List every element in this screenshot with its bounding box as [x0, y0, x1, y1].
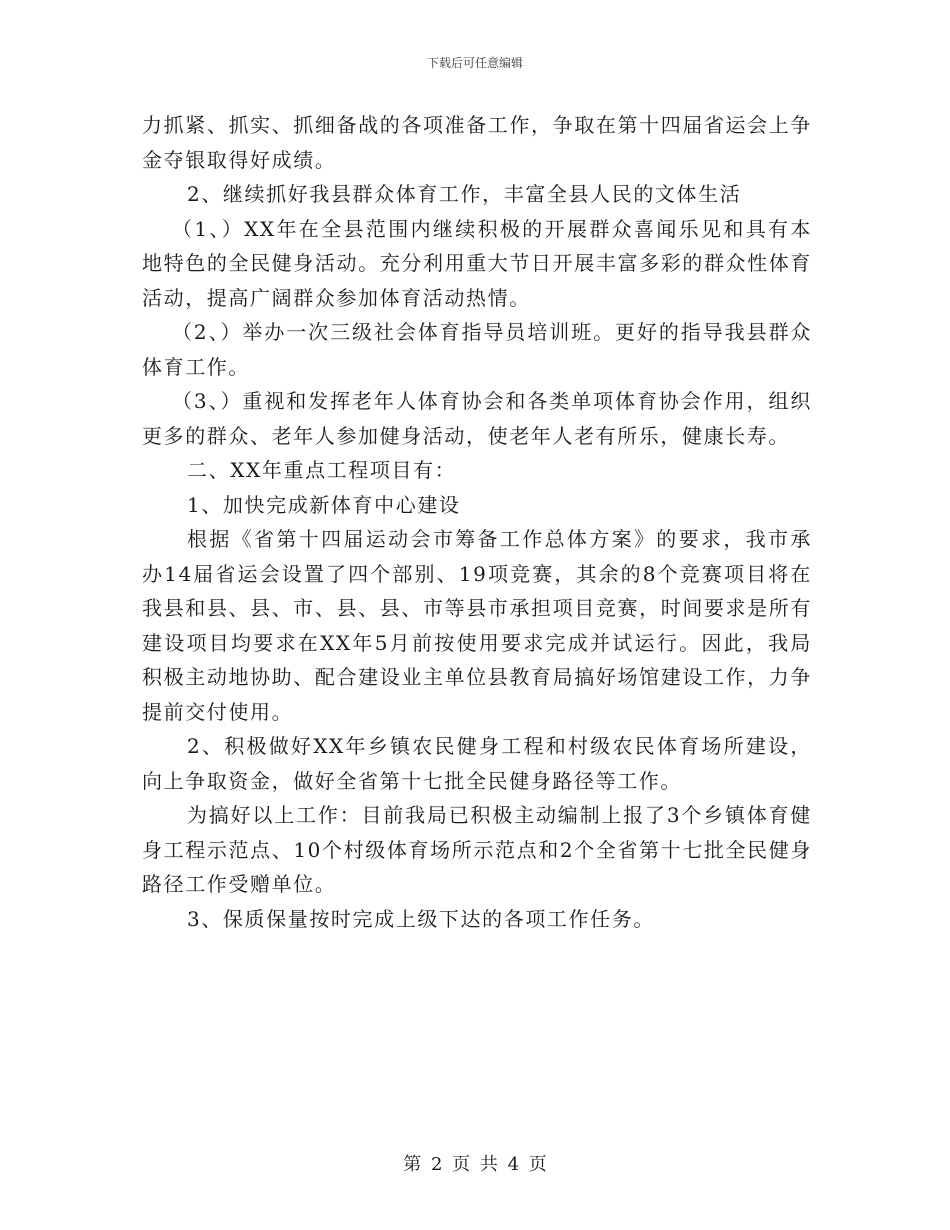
paragraph-4: （3、）重视和发挥老年人体育协会和各类单项体育协会作用，组织更多的群众、老年人参加健身活动，使老年人老有所乐，健康长寿。: [142, 389, 812, 448]
document-body: [142, 108, 812, 936]
paragraph-8: 2、积极做好XX年乡镇农民健身工程和村级农民体育场所建设，向上争取资金，做好全省第十七批全民健身路径等工作。: [142, 734, 812, 793]
paragraph-1: 2、继续抓好我县群众体育工作，丰富全县人民的文体生活: [187, 182, 742, 206]
page-header-note: 下载后可任意编辑: [426, 56, 523, 70]
paragraph-7: 根据《省第十四届运动会市筹备工作总体方案》的要求，我市承办14届省运会设置了四个部别、19项竞赛，其余的8个竞赛项目将在我县和县、县、市、县、县、市等县市承担项目竞赛，时间要求是所有建设项目均要求在XX年5月前按使用要求完成并试运行。因此，我局积极主动地协助、配合建设业主单位县教育局搞好场馆建设工作，力争提前交付使用。: [142, 527, 812, 724]
paragraph-2: （1、）XX年在全县范围内继续积极的开展群众喜闻乐见和具有本地特色的全民健身活动。充分利用重大节日开展丰富多彩的群众性体育活动，提高广阔群众参加体育活动热情。: [142, 216, 812, 310]
page-number: 第 2 页 共 4 页: [403, 1154, 547, 1175]
paragraph-10: 3、保质保量按时完成上级下达的各项工作任务。: [187, 906, 655, 931]
paragraph-0: 力抓紧、抓实、抓细备战的各项准备工作，争取在第十四届省运会上争金夺银取得好成绩。: [142, 113, 812, 172]
paragraph-6: 1、加快完成新体育中心建设: [187, 492, 461, 517]
paragraph-5: 二、XX年重点工程项目有：: [187, 458, 457, 482]
paragraph-3: （2、）举办一次三级社会体育指导员培训班。更好的指导我县群众体育工作。: [142, 320, 812, 379]
paragraph-9: 为搞好以上工作：目前我局已积极主动编制上报了3个乡镇体育健身工程示范点、10个村级体育场所示范点和2个全省第十七批全民健身路径工作受赠单位。: [142, 803, 812, 896]
